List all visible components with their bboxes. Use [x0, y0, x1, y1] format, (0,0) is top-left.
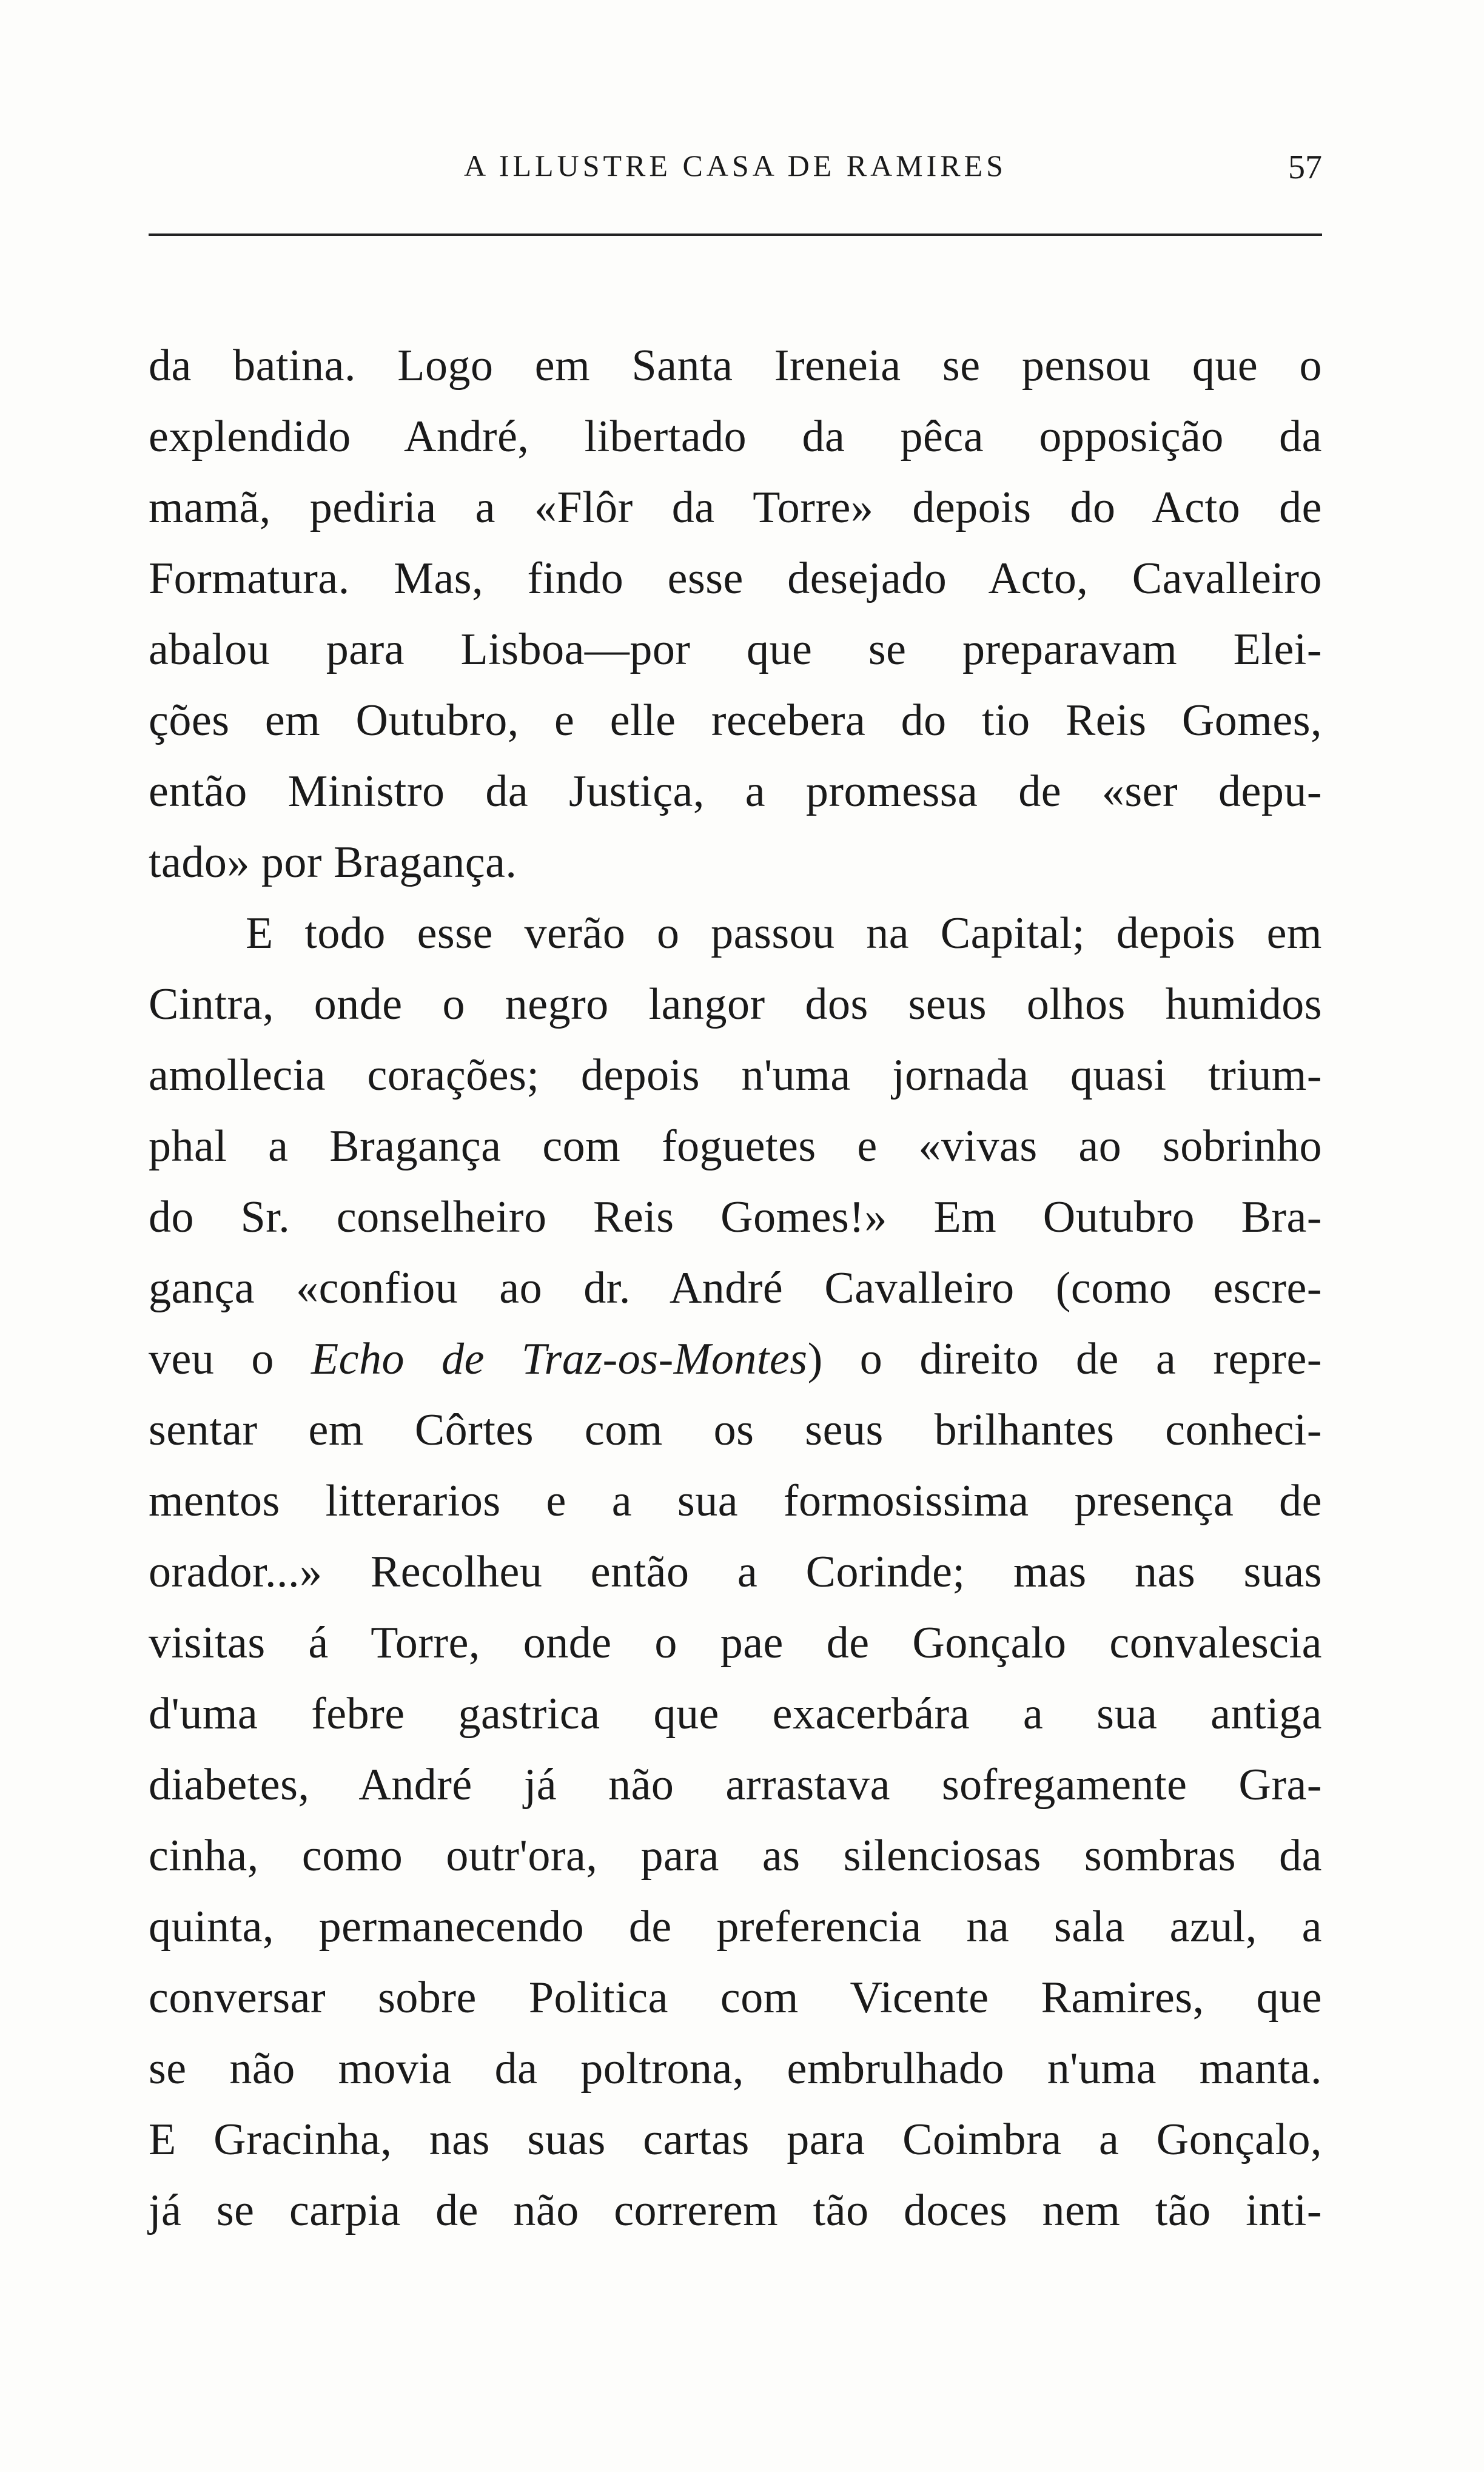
- text-line-with-italic: [149, 1324, 1322, 1395]
- text-line: conversar sobre Politica com Vicente Ramires, que: [149, 1973, 1322, 2023]
- text-line: ções em Outubro, e elle recebera do tio Reis Gomes,: [149, 696, 1322, 745]
- text-line: então Ministro da Justiça, a promessa de «ser depu-: [149, 767, 1322, 816]
- text-line: se não movia da poltrona, embrulhado n'uma manta.: [149, 2044, 1322, 2094]
- text-fragment: veu o: [149, 1334, 311, 1384]
- text-line: tado» por Bragança.: [149, 838, 517, 887]
- text-line: do Sr. conselheiro Reis Gomes!» Em Outubro Bra-: [149, 1192, 1322, 1242]
- text-fragment: ) o direito de a repre-: [807, 1334, 1322, 1384]
- text-line: E todo esse verão o passou na Capital; depois em: [246, 909, 1322, 958]
- text-line: d'uma febre gastrica que exacerbára a sua antiga: [149, 1689, 1322, 1739]
- text-line: phal a Bragança com foguetes e «vivas ao sobrinho: [149, 1121, 1322, 1171]
- text-line: cinha, como outr'ora, para as silenciosas sombras da: [149, 1831, 1322, 1881]
- text-line: diabetes, André já não arrastava sofregamente Gra-: [149, 1760, 1322, 1810]
- italic-title: Echo de Traz-os-Montes: [311, 1334, 808, 1384]
- body-text: [149, 331, 1322, 2246]
- text-line: abalou para Lisboa—por que se preparavam Elei-: [149, 625, 1322, 674]
- text-line: mentos litterarios e a sua formosissima presença de: [149, 1476, 1322, 1526]
- running-title: A ILLUSTRE CASA DE RAMIRES: [464, 149, 1007, 183]
- text-line: Cintra, onde o negro langor dos seus olhos humidos: [149, 979, 1322, 1029]
- text-line: gança «confiou ao dr. André Cavalleiro (como escre-: [149, 1263, 1322, 1313]
- text-line: já se carpia de não correrem tão doces nem tão inti-: [149, 2186, 1322, 2235]
- text-line: mamã, pediria a «Flôr da Torre» depois do Acto de: [149, 483, 1322, 532]
- text-line: visitas á Torre, onde o pae de Gonçalo convalescia: [149, 1618, 1322, 1668]
- text-line: explendido André, libertado da pêca opposição da: [149, 412, 1322, 462]
- header-rule: [149, 233, 1322, 236]
- running-head: [149, 139, 1322, 194]
- text-line: E Gracinha, nas suas cartas para Coimbra a Gonçalo,: [149, 2115, 1322, 2165]
- text-line: orador...» Recolheu então a Corinde; mas nas suas: [149, 1547, 1322, 1597]
- text-line: quinta, permanecendo de preferencia na sala azul, a: [149, 1902, 1322, 1952]
- text-line: sentar em Côrtes com os seus brilhantes conheci-: [149, 1405, 1322, 1455]
- text-line: Formatura. Mas, findo esse desejado Acto, Cavalleiro: [149, 554, 1322, 603]
- text-line: amollecia corações; depois n'uma jornada quasi trium-: [149, 1050, 1322, 1100]
- page-number: 57: [1288, 149, 1322, 186]
- text-line: da batina. Logo em Santa Ireneia se pensou que o: [149, 341, 1322, 391]
